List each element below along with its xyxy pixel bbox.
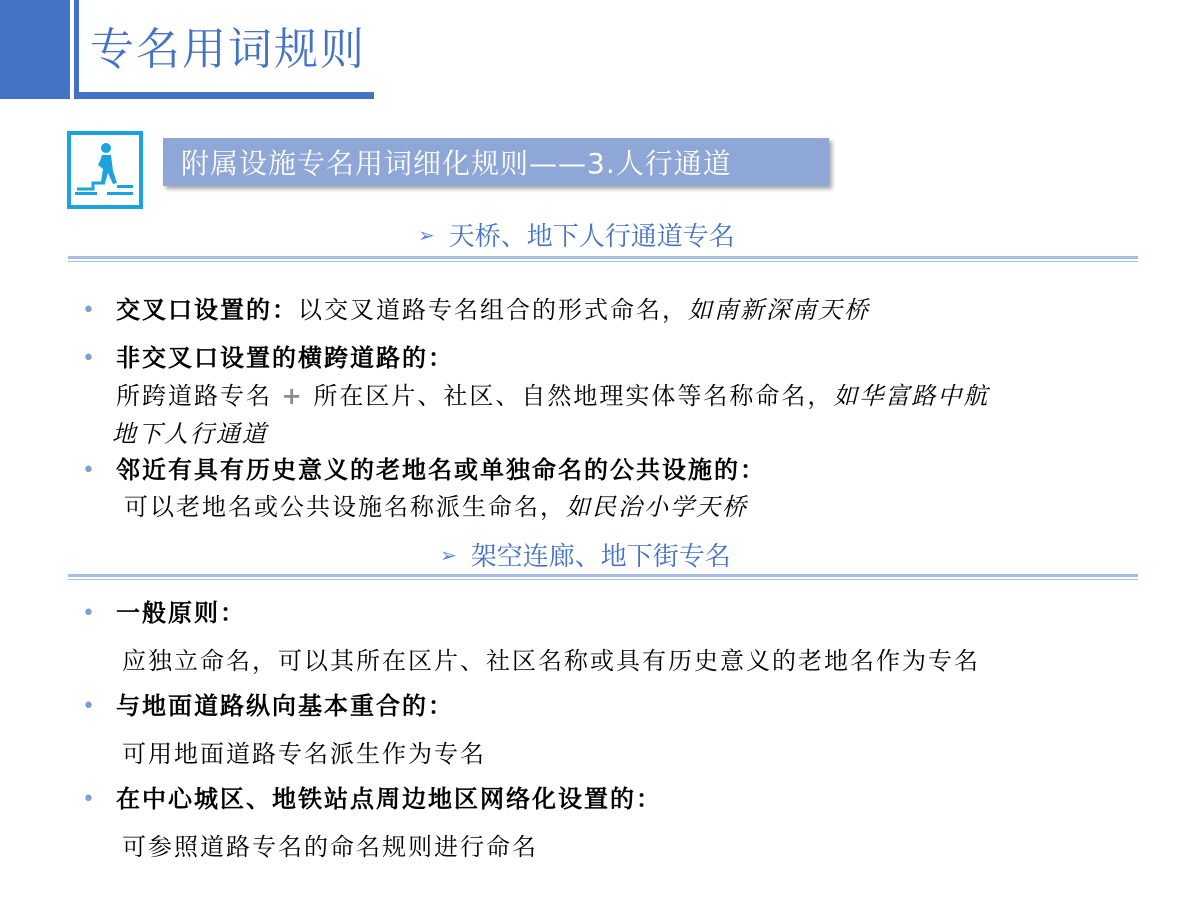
list-item-detail: 可用地面道路专名派生作为专名 [122, 740, 486, 768]
list-item: 邻近有具有历史意义的老地名或单独命名的公共设施的： [116, 456, 766, 484]
header-underline [74, 92, 374, 99]
list-item: 交叉口设置的：以交叉道路专名组合的形式命名，如南新深南天桥 [116, 296, 870, 324]
list-item: 一般原则： [116, 599, 246, 627]
section-divider [68, 256, 1138, 262]
list-item: 非交叉口设置的横跨道路的： [116, 344, 454, 372]
bullet-dot: • [82, 601, 95, 626]
pedestrian-stairs-icon [67, 131, 143, 209]
section-heading-corridor [440, 536, 731, 573]
list-item-detail: 可以老地名或公共设施名称派生命名，如民治小学天桥 [124, 493, 748, 521]
header-accent-bar [0, 0, 70, 99]
header-inner-bar [74, 0, 79, 92]
section-heading-overpass [418, 216, 735, 253]
list-item-detail: 应独立命名，可以其所在区片、社区名称或具有历史意义的老地名作为专名 [122, 647, 980, 675]
bullet-dot: • [82, 694, 95, 719]
bullet-dot: • [82, 346, 95, 371]
bullet-dot: • [82, 458, 95, 483]
list-item-detail: 地下人行通道 [112, 420, 268, 448]
section-heading-text: 架空连廊、地下街专名 [470, 542, 731, 572]
bullet-dot: • [82, 787, 95, 812]
list-item: 与地面道路纵向基本重合的： [116, 692, 454, 720]
bullet-dot: • [82, 298, 95, 323]
list-item: 在中心城区、地铁站点周边地区网络化设置的： [116, 785, 662, 813]
list-item-detail: 可参照道路专名的命名规则进行命名 [122, 833, 538, 861]
list-item-detail: 所跨道路专名 + 所在区片、社区、自然地理实体等名称命名，如华富路中航 [116, 382, 990, 410]
subtitle-text: 附属设施专名用词细化规则——3.人行通道 [181, 147, 732, 180]
section-heading-text: 天桥、地下人行通道专名 [448, 222, 735, 252]
arrow-bullet-icon: ➢ [418, 222, 435, 247]
arrow-bullet-icon: ➢ [440, 542, 457, 567]
subtitle-banner [163, 138, 829, 186]
page-title: 专名用词规则 [90, 24, 366, 75]
section-divider [68, 574, 1138, 580]
